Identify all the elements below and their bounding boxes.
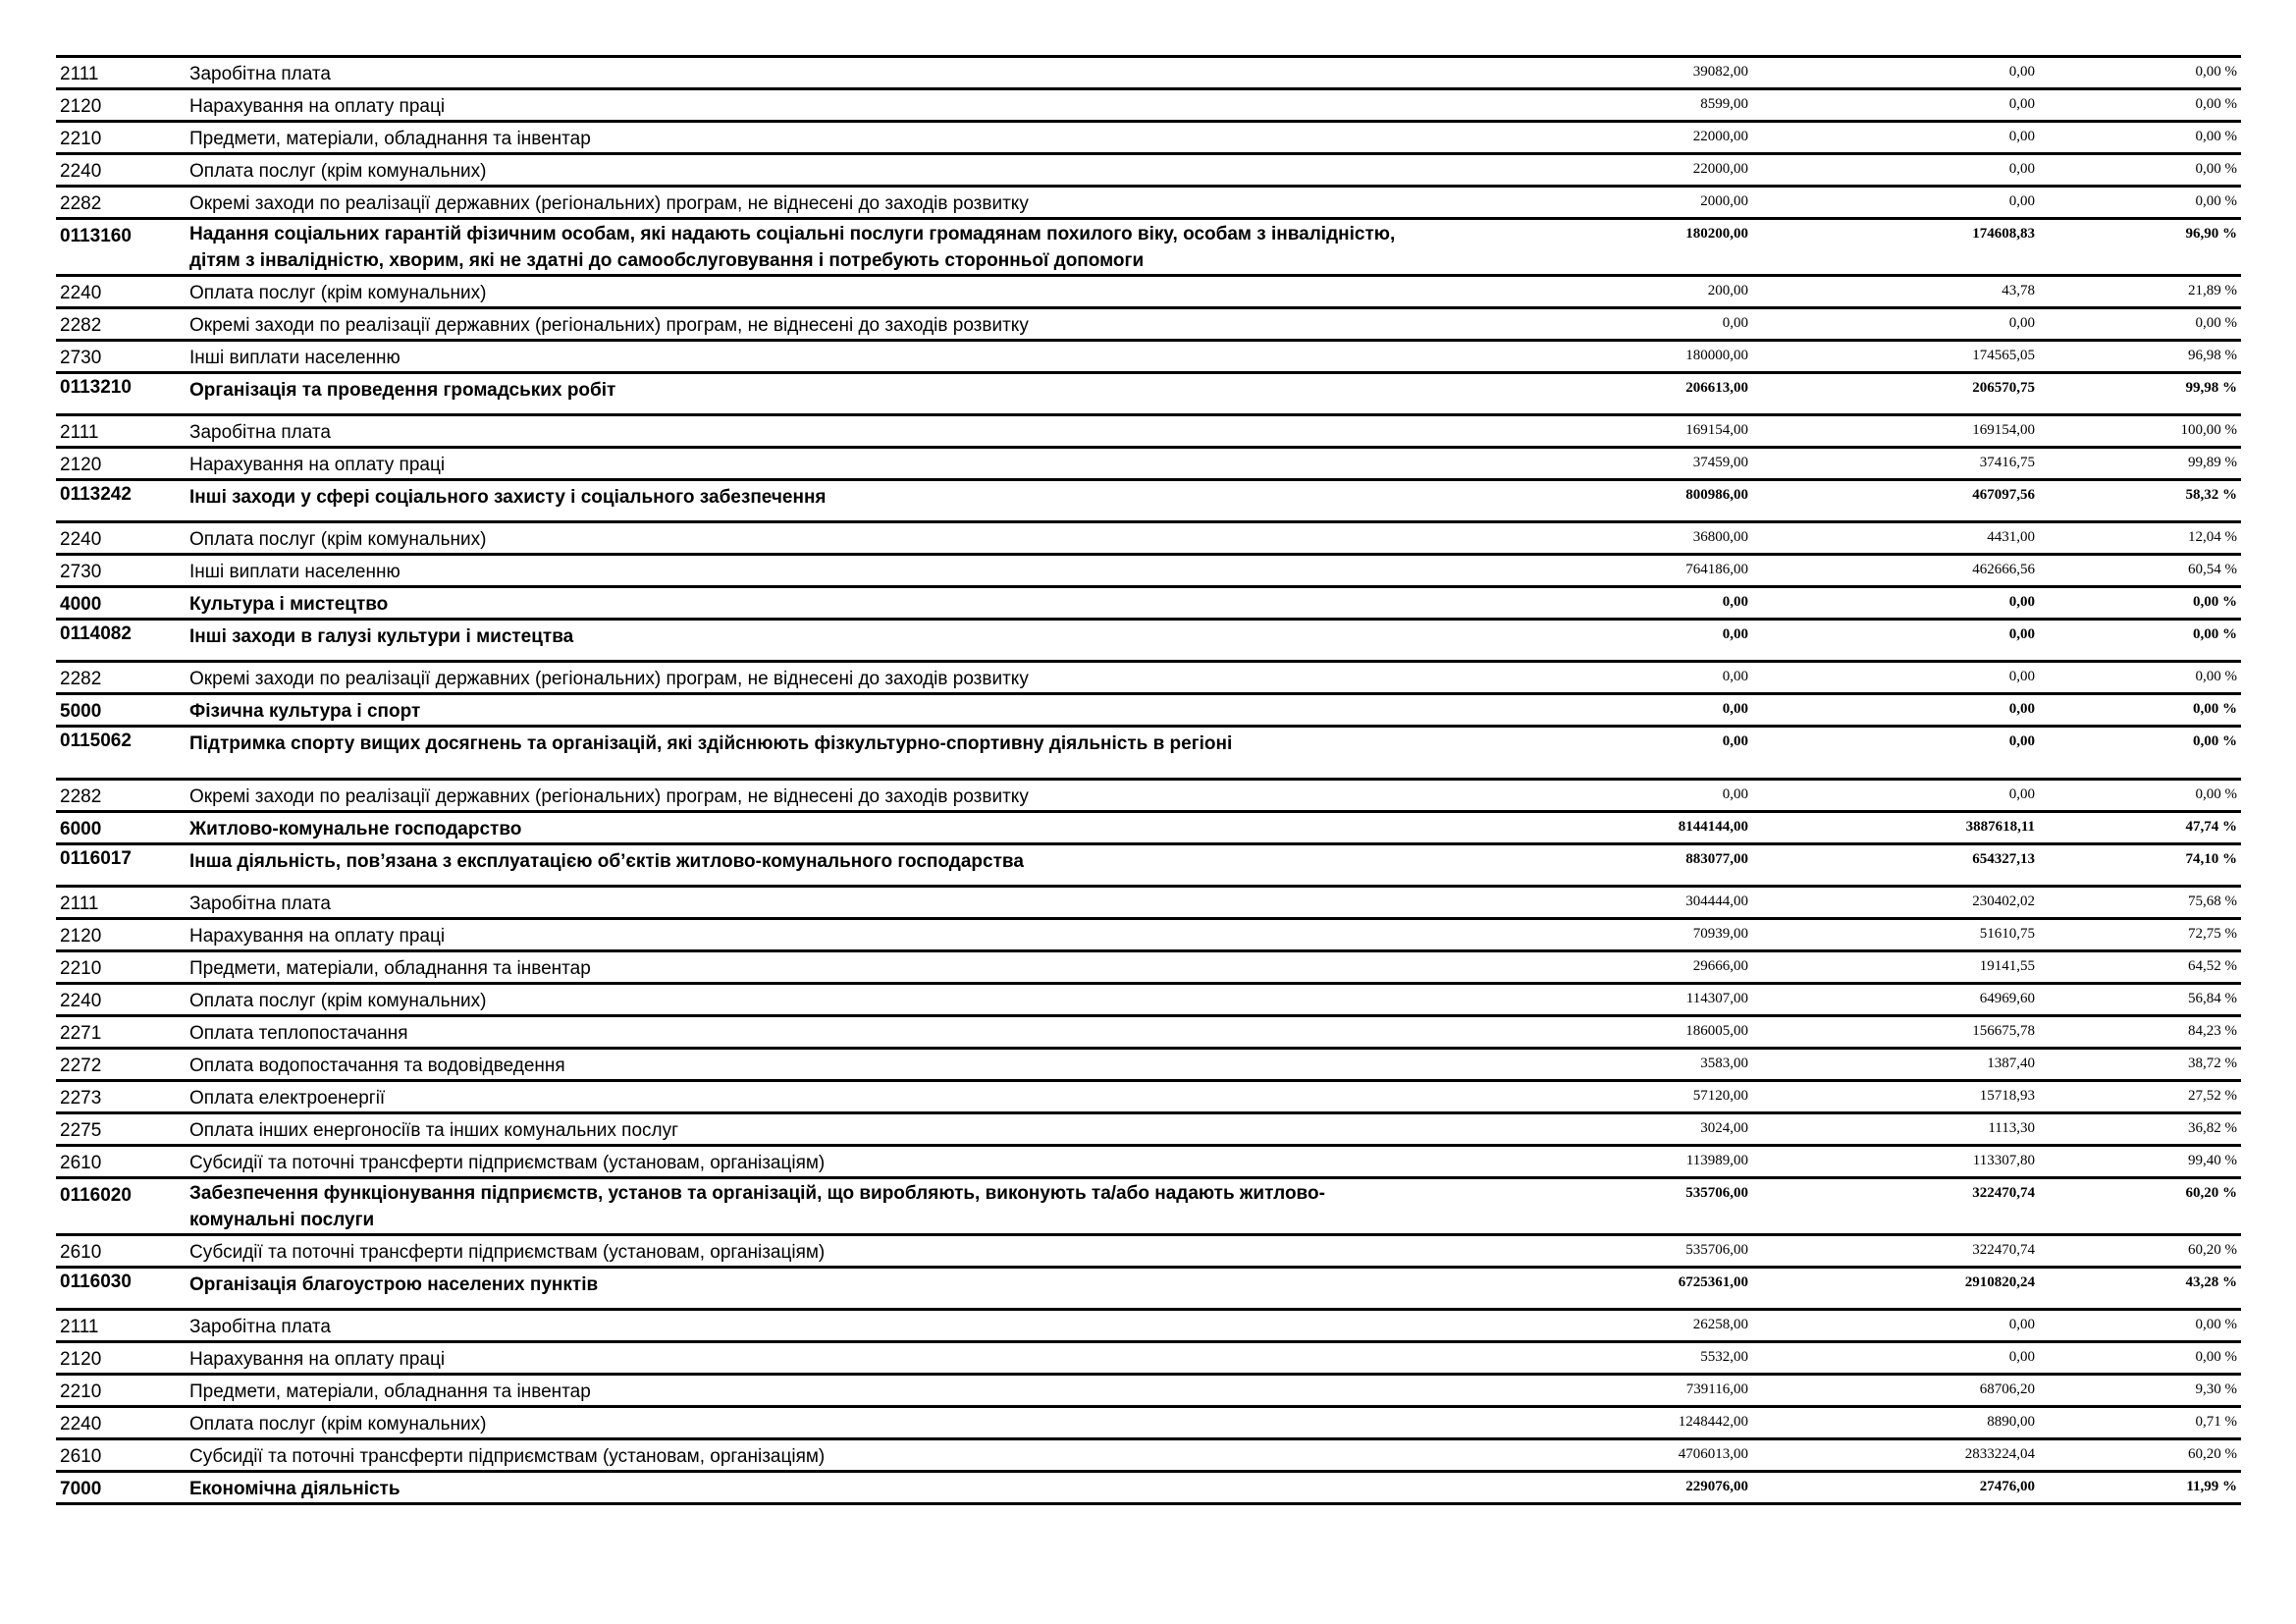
code-cell: 2240 — [60, 283, 102, 303]
plan-cell: 22000,00 — [1692, 129, 1748, 144]
percent-cell: 0,00 % — [2195, 96, 2237, 112]
percent-cell: 60,20 % — [2188, 1446, 2237, 1462]
fact-cell: 230402,02 — [1972, 893, 2035, 909]
fact-cell: 51610,75 — [1979, 926, 2035, 942]
code-cell: 2120 — [60, 926, 102, 947]
fact-cell: 0,00 — [2008, 193, 2035, 209]
code-cell: 2282 — [60, 193, 102, 214]
code-cell: 0113242 — [60, 484, 132, 505]
fact-cell: 68706,20 — [1979, 1381, 2035, 1397]
code-cell: 2120 — [60, 455, 102, 475]
percent-cell: 0,00 % — [2195, 786, 2237, 802]
table-row-group — [56, 481, 2241, 523]
table-row-group — [56, 695, 2241, 728]
name-cell: Заробітна плата — [189, 64, 331, 84]
percent-cell: 0,71 % — [2195, 1414, 2237, 1430]
percent-cell: 99,89 % — [2188, 455, 2237, 470]
plan-cell: 535706,00 — [1685, 1185, 1748, 1201]
table-row — [56, 90, 2241, 123]
code-cell: 2271 — [60, 1023, 102, 1044]
name-cell: Оплата послуг (крім комунальних) — [189, 161, 487, 182]
table-row — [56, 920, 2241, 952]
name-cell: Оплата інших енергоносіїв та інших комунальних послуг — [189, 1120, 679, 1141]
code-cell: 2240 — [60, 991, 102, 1011]
table-row-group — [56, 374, 2241, 416]
plan-cell: 8144144,00 — [1678, 819, 1748, 835]
name-cell: Інші виплати населенню — [189, 562, 400, 582]
code-cell: 2610 — [60, 1446, 102, 1467]
name-cell: Заробітна плата — [189, 893, 331, 914]
code-cell: 2730 — [60, 562, 102, 582]
name-cell: Нарахування на оплату праці — [189, 455, 446, 475]
fact-cell: 0,00 — [2008, 1349, 2035, 1365]
name-cell: Організація благоустрою населених пунктів — [189, 1274, 599, 1295]
name-cell: Інші заходи у сфері соціального захисту і соціального забезпечення — [189, 487, 827, 508]
percent-cell: 99,98 % — [2185, 380, 2237, 396]
code-cell: 2210 — [60, 129, 102, 149]
fact-cell: 169154,00 — [1972, 422, 2035, 438]
table-row — [56, 1343, 2241, 1376]
table-row — [56, 449, 2241, 481]
table-row-group — [56, 728, 2241, 781]
plan-cell: 304444,00 — [1685, 893, 1748, 909]
plan-cell: 0,00 — [1722, 626, 1748, 642]
fact-cell: 19141,55 — [1979, 958, 2035, 974]
code-cell: 2111 — [60, 422, 99, 443]
percent-cell: 75,68 % — [2188, 893, 2237, 909]
fact-cell: 322470,74 — [1972, 1185, 2035, 1201]
code-cell: 2120 — [60, 1349, 102, 1370]
plan-cell: 883077,00 — [1685, 851, 1748, 867]
plan-cell: 70939,00 — [1692, 926, 1748, 942]
table-row — [56, 952, 2241, 985]
plan-cell: 39082,00 — [1692, 64, 1748, 80]
plan-cell: 5532,00 — [1700, 1349, 1748, 1365]
plan-cell: 0,00 — [1722, 701, 1748, 717]
code-cell: 0114082 — [60, 623, 132, 644]
name-cell: Предмети, матеріали, обладнання та інвентар — [189, 958, 591, 979]
code-cell: 0113160 — [60, 226, 132, 246]
name-cell: Субсидії та поточні трансферти підприємствам (установам, організаціям) — [189, 1153, 826, 1173]
name-cell: Окремі заходи по реалізації державних (регіональних) програм, не віднесені до заходів розвитку — [189, 786, 1029, 807]
code-cell: 2240 — [60, 529, 102, 550]
code-cell: 2111 — [60, 1317, 99, 1337]
percent-cell: 43,28 % — [2185, 1274, 2237, 1290]
table-row — [56, 781, 2241, 813]
percent-cell: 60,20 % — [2185, 1185, 2237, 1201]
table-row — [56, 1082, 2241, 1114]
table-row — [56, 985, 2241, 1017]
plan-cell: 180000,00 — [1685, 348, 1748, 363]
plan-cell: 0,00 — [1722, 315, 1748, 331]
percent-cell: 0,00 % — [2193, 733, 2237, 749]
name-cell: Нарахування на оплату праці — [189, 96, 446, 117]
name-cell: Нарахування на оплату праці — [189, 1349, 446, 1370]
name-cell: Організація та проведення громадських робіт — [189, 380, 616, 401]
percent-cell: 74,10 % — [2185, 851, 2237, 867]
plan-cell: 3583,00 — [1700, 1056, 1748, 1071]
table-row — [56, 277, 2241, 309]
table-row — [56, 1440, 2241, 1473]
table-row — [56, 123, 2241, 155]
fact-cell: 0,00 — [2008, 669, 2035, 684]
plan-cell: 2000,00 — [1700, 193, 1748, 209]
name-cell: Житлово-комунальне господарство — [189, 819, 522, 839]
code-cell: 5000 — [60, 701, 102, 722]
table-row — [56, 556, 2241, 588]
table-row-group — [56, 845, 2241, 888]
fact-cell: 0,00 — [2008, 626, 2035, 642]
table-row — [56, 188, 2241, 220]
table-row — [56, 663, 2241, 695]
table-row — [56, 1311, 2241, 1343]
code-cell: 0116017 — [60, 848, 132, 869]
table-row-group — [56, 813, 2241, 845]
plan-cell: 186005,00 — [1685, 1023, 1748, 1039]
fact-cell: 3887618,11 — [1965, 819, 2035, 835]
plan-cell: 206613,00 — [1685, 380, 1748, 396]
table-row — [56, 309, 2241, 342]
name-cell: Окремі заходи по реалізації державних (регіональних) програм, не віднесені до заходів розвитку — [189, 315, 1029, 336]
percent-cell: 0,00 % — [2195, 315, 2237, 331]
plan-cell: 3024,00 — [1700, 1120, 1748, 1136]
code-cell: 2210 — [60, 1381, 102, 1402]
name-cell: Підтримка спорту вищих досягнень та організацій, які здійснюють фізкультурно-спортивну діяльність в регіоні — [189, 733, 1233, 754]
percent-cell: 96,90 % — [2185, 226, 2237, 242]
code-cell: 2111 — [60, 893, 99, 914]
table-row — [56, 523, 2241, 556]
plan-cell: 739116,00 — [1685, 1381, 1748, 1397]
table-row — [56, 342, 2241, 374]
percent-cell: 84,23 % — [2188, 1023, 2237, 1039]
code-cell: 2120 — [60, 96, 102, 117]
fact-cell: 4431,00 — [1987, 529, 2035, 545]
plan-cell: 0,00 — [1722, 733, 1748, 749]
plan-cell: 37459,00 — [1692, 455, 1748, 470]
plan-cell: 0,00 — [1722, 786, 1748, 802]
code-cell: 0116030 — [60, 1272, 132, 1292]
table-row-group — [56, 220, 2241, 277]
percent-cell: 60,20 % — [2188, 1242, 2237, 1258]
name-cell: Нарахування на оплату праці — [189, 926, 446, 947]
code-cell: 2282 — [60, 786, 102, 807]
percent-cell: 36,82 % — [2188, 1120, 2237, 1136]
name-cell: Інша діяльність, пов’язана з експлуатацією об’єктів житлово-комунального господарства — [189, 851, 1024, 872]
plan-cell: 26258,00 — [1692, 1317, 1748, 1332]
name-cell: Субсидії та поточні трансферти підприємствам (установам, організаціям) — [189, 1242, 826, 1263]
code-cell: 2111 — [60, 64, 99, 84]
table-row — [56, 1147, 2241, 1179]
fact-cell: 0,00 — [2008, 129, 2035, 144]
fact-cell: 0,00 — [2008, 315, 2035, 331]
name-cell: Окремі заходи по реалізації державних (регіональних) програм, не віднесені до заходів розвитку — [189, 669, 1029, 689]
fact-cell: 43,78 — [2002, 283, 2035, 298]
table-row — [56, 1236, 2241, 1269]
fact-cell: 1113,30 — [1988, 1120, 2035, 1136]
code-cell: 2610 — [60, 1242, 102, 1263]
table-row — [56, 1408, 2241, 1440]
name-cell: Предмети, матеріали, обладнання та інвентар — [189, 1381, 591, 1402]
percent-cell: 96,98 % — [2188, 348, 2237, 363]
percent-cell: 0,00 % — [2193, 701, 2237, 717]
fact-cell: 467097,56 — [1972, 487, 2035, 503]
table-row-group — [56, 621, 2241, 663]
name-cell: Оплата послуг (крім комунальних) — [189, 529, 487, 550]
name-cell: Оплата послуг (крім комунальних) — [189, 991, 487, 1011]
name-cell: Інші заходи в галузі культури і мистецтва — [189, 626, 574, 647]
name-cell: Заробітна плата — [189, 422, 331, 443]
code-cell: 0113210 — [60, 377, 132, 398]
plan-cell: 169154,00 — [1685, 422, 1748, 438]
fact-cell: 0,00 — [2008, 701, 2035, 717]
table-row — [56, 1114, 2241, 1147]
fact-cell: 0,00 — [2008, 786, 2035, 802]
fact-cell: 1387,40 — [1987, 1056, 2035, 1071]
percent-cell: 0,00 % — [2195, 129, 2237, 144]
code-cell: 2282 — [60, 669, 102, 689]
code-cell: 2210 — [60, 958, 102, 979]
fact-cell: 462666,56 — [1972, 562, 2035, 577]
code-cell: 2610 — [60, 1153, 102, 1173]
fact-cell: 174608,83 — [1972, 226, 2035, 242]
fact-cell: 27476,00 — [1979, 1479, 2035, 1494]
fact-cell: 0,00 — [2008, 1317, 2035, 1332]
percent-cell: 12,04 % — [2188, 529, 2237, 545]
percent-cell: 72,75 % — [2188, 926, 2237, 942]
code-cell: 0116020 — [60, 1185, 132, 1206]
percent-cell: 58,32 % — [2185, 487, 2237, 503]
name-cell: Окремі заходи по реалізації державних (регіональних) програм, не віднесені до заходів розвитку — [189, 193, 1029, 214]
fact-cell: 0,00 — [2008, 96, 2035, 112]
percent-cell: 0,00 % — [2195, 1317, 2237, 1332]
code-cell: 2273 — [60, 1088, 102, 1109]
percent-cell: 0,00 % — [2195, 193, 2237, 209]
plan-cell: 800986,00 — [1685, 487, 1748, 503]
fact-cell: 0,00 — [2008, 733, 2035, 749]
plan-cell: 36800,00 — [1692, 529, 1748, 545]
name-cell: Оплата теплопостачання — [189, 1023, 408, 1044]
percent-cell: 0,00 % — [2193, 626, 2237, 642]
percent-cell: 0,00 % — [2195, 669, 2237, 684]
name-cell: Предмети, матеріали, обладнання та інвентар — [189, 129, 591, 149]
name-cell: Надання соціальних гарантій фізичним особам, які надають соціальні послуги громадянам похилого віку, особам з інвалідністю, дітям з інвалідністю, хворим, які не здатні до самообслуговування і потребують сторонньої допомоги — [189, 224, 1396, 271]
budget-table — [56, 55, 2241, 1505]
code-cell: 4000 — [60, 594, 102, 615]
fact-cell: 64969,60 — [1979, 991, 2035, 1006]
fact-cell: 0,00 — [2008, 161, 2035, 177]
percent-cell: 38,72 % — [2188, 1056, 2237, 1071]
code-cell: 2240 — [60, 161, 102, 182]
plan-cell: 8599,00 — [1700, 96, 1748, 112]
plan-cell: 6725361,00 — [1678, 1274, 1748, 1290]
percent-cell: 0,00 % — [2195, 1349, 2237, 1365]
fact-cell: 654327,13 — [1972, 851, 2035, 867]
name-cell: Економічна діяльність — [189, 1479, 400, 1499]
percent-cell: 21,89 % — [2188, 283, 2237, 298]
code-cell: 2282 — [60, 315, 102, 336]
fact-cell: 156675,78 — [1972, 1023, 2035, 1039]
plan-cell: 1248442,00 — [1678, 1414, 1748, 1430]
table-row — [56, 155, 2241, 188]
code-cell: 2275 — [60, 1120, 102, 1141]
percent-cell: 47,74 % — [2185, 819, 2237, 835]
name-cell: Інші виплати населенню — [189, 348, 400, 368]
table-row — [56, 1376, 2241, 1408]
percent-cell: 60,54 % — [2188, 562, 2237, 577]
percent-cell: 56,84 % — [2188, 991, 2237, 1006]
code-cell: 6000 — [60, 819, 102, 839]
plan-cell: 22000,00 — [1692, 161, 1748, 177]
table-row-group — [56, 1473, 2241, 1505]
fact-cell: 174565,05 — [1972, 348, 2035, 363]
code-cell: 2272 — [60, 1056, 102, 1076]
percent-cell: 9,30 % — [2195, 1381, 2237, 1397]
name-cell: Оплата послуг (крім комунальних) — [189, 1414, 487, 1435]
fact-cell: 206570,75 — [1972, 380, 2035, 396]
table-row — [56, 1050, 2241, 1082]
plan-cell: 200,00 — [1707, 283, 1748, 298]
table-row-group — [56, 1179, 2241, 1236]
plan-cell: 764186,00 — [1685, 562, 1748, 577]
table-row — [56, 1017, 2241, 1050]
name-cell: Оплата водопостачання та водовідведення — [189, 1056, 565, 1076]
name-cell: Заробітна плата — [189, 1317, 331, 1337]
plan-cell: 180200,00 — [1685, 226, 1748, 242]
fact-cell: 2910820,24 — [1964, 1274, 2035, 1290]
plan-cell: 535706,00 — [1685, 1242, 1748, 1258]
table-row-group — [56, 1269, 2241, 1311]
name-cell: Оплата послуг (крім комунальних) — [189, 283, 487, 303]
plan-cell: 114307,00 — [1685, 991, 1748, 1006]
plan-cell: 229076,00 — [1685, 1479, 1748, 1494]
plan-cell: 0,00 — [1722, 669, 1748, 684]
percent-cell: 0,00 % — [2193, 594, 2237, 610]
percent-cell: 0,00 % — [2195, 161, 2237, 177]
name-cell: Оплата електроенергії — [189, 1088, 386, 1109]
table-row — [56, 58, 2241, 90]
name-cell: Забезпечення функціонування підприємств, установ та організацій, що виробляють, виконують та/або надають житлово-комунальні послуги — [189, 1183, 1325, 1230]
table-row — [56, 888, 2241, 920]
code-cell: 2240 — [60, 1414, 102, 1435]
code-cell: 7000 — [60, 1479, 102, 1499]
table-row-group — [56, 588, 2241, 621]
name-cell: Культура і мистецтво — [189, 594, 389, 615]
percent-cell: 99,40 % — [2188, 1153, 2237, 1168]
fact-cell: 322470,74 — [1972, 1242, 2035, 1258]
fact-cell: 0,00 — [2008, 594, 2035, 610]
fact-cell: 2833224,04 — [1964, 1446, 2035, 1462]
table-row — [56, 416, 2241, 449]
name-cell: Фізична культура і спорт — [189, 701, 421, 722]
fact-cell: 0,00 — [2008, 64, 2035, 80]
fact-cell: 113307,80 — [1972, 1153, 2035, 1168]
fact-cell: 37416,75 — [1979, 455, 2035, 470]
percent-cell: 100,00 % — [2180, 422, 2237, 438]
name-cell: Субсидії та поточні трансферти підприємствам (установам, організаціям) — [189, 1446, 826, 1467]
fact-cell: 15718,93 — [1979, 1088, 2035, 1104]
code-cell: 0115062 — [60, 731, 132, 751]
plan-cell: 0,00 — [1722, 594, 1748, 610]
code-cell: 2730 — [60, 348, 102, 368]
plan-cell: 4706013,00 — [1678, 1446, 1748, 1462]
plan-cell: 29666,00 — [1692, 958, 1748, 974]
percent-cell: 64,52 % — [2188, 958, 2237, 974]
plan-cell: 113989,00 — [1685, 1153, 1748, 1168]
plan-cell: 57120,00 — [1692, 1088, 1748, 1104]
percent-cell: 11,99 % — [2186, 1479, 2237, 1494]
fact-cell: 8890,00 — [1987, 1414, 2035, 1430]
percent-cell: 27,52 % — [2188, 1088, 2237, 1104]
percent-cell: 0,00 % — [2195, 64, 2237, 80]
